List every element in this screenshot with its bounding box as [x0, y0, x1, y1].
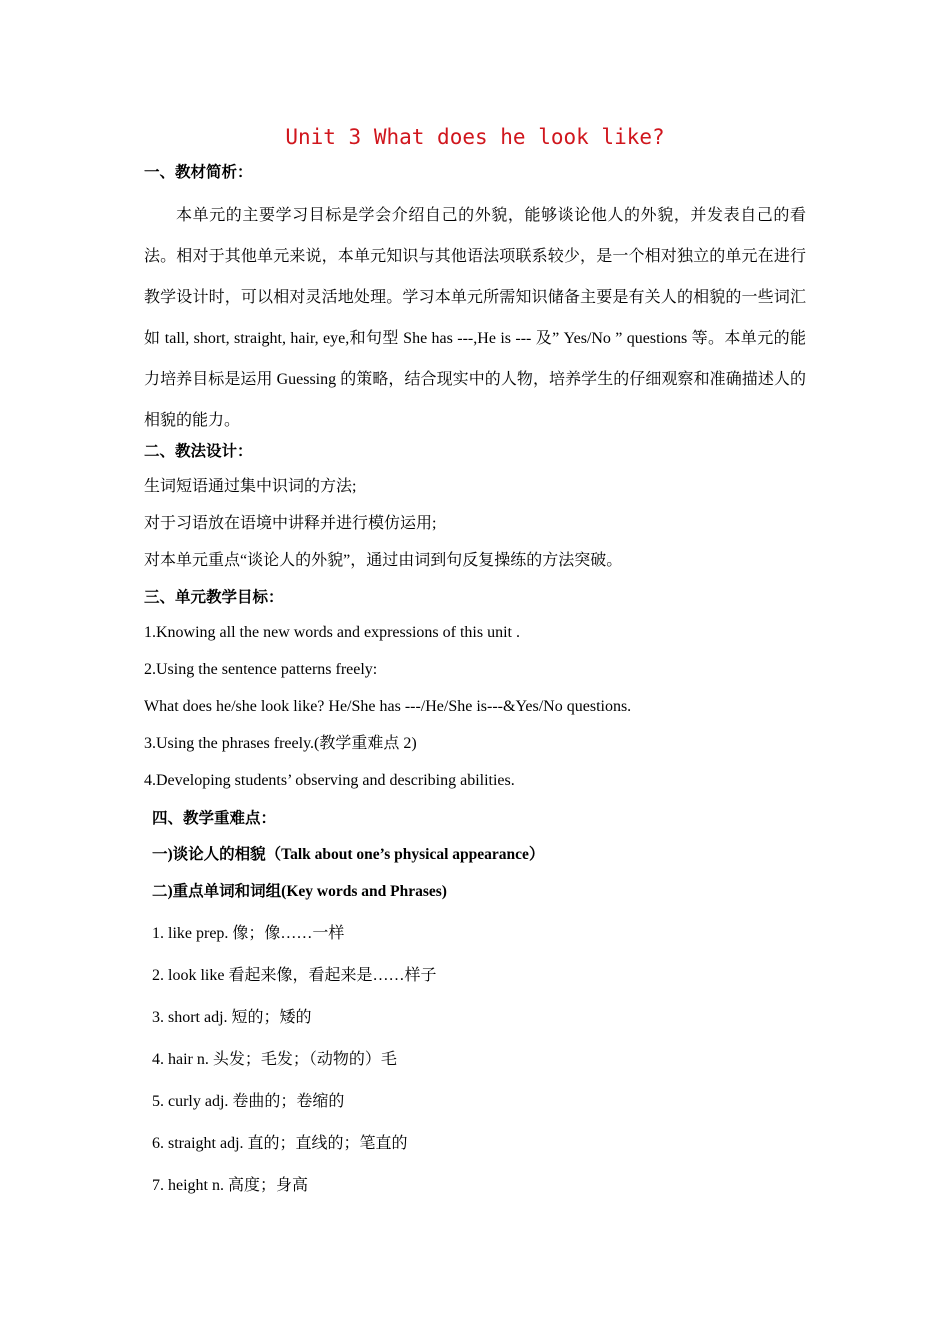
vocab-item: 5. curly adj. 卷曲的；卷缩的	[152, 1093, 345, 1110]
objective-line: 2.Using the sentence patterns freely:	[144, 661, 378, 678]
objective-line: 3.Using the phrases freely.(教学重难点 2)	[144, 735, 417, 752]
vocab-item: 3. short adj. 短的；矮的	[152, 1009, 312, 1026]
section-heading-method: 二、教法设计：	[144, 443, 253, 460]
objective-line: 1.Knowing all the new words and expressions of this unit .	[144, 624, 520, 641]
method-line: 生词短语通过集中识词的方法;	[144, 478, 357, 495]
subheading-key-words: 二)重点单词和词组(Key words and Phrases)	[152, 883, 447, 900]
method-line: 对本单元重点“谈论人的外貌”，通过由词到句反复操练的方法突破。	[144, 552, 623, 569]
method-line: 对于习语放在语境中讲释并进行模仿运用;	[144, 515, 437, 532]
vocab-item: 7. height n. 高度；身高	[152, 1177, 308, 1194]
vocab-item: 4. hair n. 头发；毛发；（动物的）毛	[152, 1051, 397, 1068]
vocab-item: 1. like prep. 像；像……一样	[152, 925, 345, 942]
vocab-item: 6. straight adj. 直的；直线的；笔直的	[152, 1135, 408, 1152]
analysis-paragraph: 本单元的主要学习目标是学会介绍自己的外貌，能够谈论他人的外貌，并发表自己的看法。相对于其他单元来说，本单元知识与其他语法项联系较少，是一个相对独立的单元在进行教学设计时，可以相对灵活地处理。学习本单元所需知识储备主要是有关人的相貌的一些词汇如 tall, short, straight, hair, eye,和句型 She has ---,He is --- 及” Yes/No ” questions 等。本单元的能力培养目标是运用 Guessing 的策略，结合现实中的人物，培养学生的仔细观察和准确描述人的相貌的能力。	[144, 207, 806, 429]
section-heading-key-points: 四、教学重难点：	[152, 810, 277, 827]
objective-line: What does he/she look like? He/She has ---/He/She is---&Yes/No questions.	[144, 698, 632, 715]
section-heading-objectives: 三、单元教学目标：	[144, 589, 284, 606]
objective-line: 4.Developing students’ observing and describing abilities.	[144, 772, 515, 789]
section-heading-analysis: 一、教材简析：	[144, 164, 253, 181]
document-title: Unit 3 What does he look like?	[285, 125, 665, 149]
vocab-item: 2. look like 看起来像，看起来是……样子	[152, 967, 437, 984]
subheading-appearance: 一)谈论人的相貌（Talk about one’s physical appearance）	[152, 846, 545, 863]
